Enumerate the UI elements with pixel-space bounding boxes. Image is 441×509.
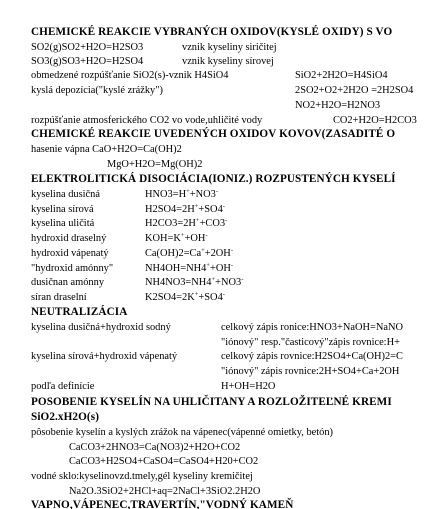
neutralization-1-ionic-equation: "iónový" resp."časticový"zápis rovnice:H+ xyxy=(221,337,400,348)
ion-charge: - xyxy=(222,291,225,298)
equation-part: Ca(OH)2=Ca xyxy=(145,248,202,259)
caco3-h2so4-equation: CaCO3+H2SO4+CaSO4=CaSO4+H20+CO2 xyxy=(69,456,259,467)
ion-charge: + xyxy=(186,188,190,195)
dissociation-name: hydroxid draselný xyxy=(31,233,107,244)
dissociation-equation xyxy=(145,233,208,245)
water-glass-text: vodné sklo:kyselinovzd.tmely,gél kyseliny kremičitej xyxy=(31,471,253,482)
neutralization-2-reactants: kyselina sírová+hydroxid vápenatý xyxy=(31,351,178,362)
sio2-dissolution-equation: SiO2+2H2O=H4SiO4 xyxy=(295,70,388,81)
equation-part: +OH xyxy=(184,233,206,244)
equation-part: KOH=K xyxy=(145,233,181,244)
ion-charge: + xyxy=(195,217,200,224)
ion-charge: - xyxy=(241,276,244,283)
equation-part: NH4OH=NH4 xyxy=(145,263,207,274)
ion-charge: + xyxy=(201,247,205,254)
ion-charge: + xyxy=(211,276,216,283)
lime-slaking-equation: hasenie vápna CaO+H2O=Ca(OH)2 xyxy=(31,144,182,155)
sio2-dissolution-text: obmedzené rozpúšťanie SiO2(s)-vznik H4SiO4 xyxy=(31,70,229,81)
equation-part: H2SO4=2H xyxy=(145,204,195,215)
equation-part: +2OH xyxy=(204,248,231,259)
reaction-so2-note: vznik kyseliny siričitej xyxy=(182,42,277,53)
dissociation-name: dusičnan amónny xyxy=(31,277,105,288)
heading-neutralization: NEUTRALIZÁCIA xyxy=(31,306,128,318)
dissociation-name: "hydroxid amónny" xyxy=(31,263,114,274)
ion-charge: - xyxy=(205,232,208,239)
equation-part: HNO3=H xyxy=(145,189,187,200)
acid-deposition-text: kyslá depozícia("kyslé zrážky") xyxy=(31,85,163,96)
ion-charge: - xyxy=(215,188,218,195)
dissociation-equation xyxy=(145,292,225,304)
neutralization-2-full-equation: celkový zápis rovnice:H2SO4+Ca(OH)2=C xyxy=(221,351,403,362)
acid-deposition-equation: 2SO2+O2+2H2O =2H2SO4 xyxy=(295,85,414,96)
reaction-so3-note: vznik kyseliny sírovej xyxy=(182,56,274,67)
equation-part: +CO3 xyxy=(199,218,226,229)
heading-lime-limestone: VAPNO,VÁPENEC,TRAVERTÍN,"VODNÝ KAMEŇ xyxy=(31,499,294,509)
ion-charge: + xyxy=(180,232,185,239)
ion-charge: - xyxy=(222,203,225,210)
heading-acidic-oxides: CHEMICKÉ REAKCIE VYBRANÝCH OXIDOV(KYSLÉ OXIDY) S VO xyxy=(31,26,393,38)
equation-part: NH4NO3=NH4 xyxy=(145,277,212,288)
dissociation-equation xyxy=(145,189,218,201)
heading-dissociation: ELEKTROLITICKÁ DISOCIÁCIA(IONIZ.) ROZPUSTENÝCH KYSELÍ xyxy=(31,173,396,185)
dissociation-name: kyselina uličitá xyxy=(31,218,95,229)
equation-part: K2SO4=2K xyxy=(145,292,195,303)
equation-part: +SO4 xyxy=(198,204,223,215)
dissociation-name: kyselina sírová xyxy=(31,204,94,215)
equation-part: H2CO3=2H xyxy=(145,218,196,229)
water-glass-equation: Na2O.3SiO2+2HCl+aq=2NaCl+3SiO2.2H2O xyxy=(69,486,261,497)
definition-equation: H+OH=H2O xyxy=(221,381,276,392)
dissociation-equation xyxy=(145,248,233,260)
no2-equation: NO2+H2O=H2NO3 xyxy=(295,100,381,111)
co2-dissolution-text: rozpúšťanie atmosferického CO2 vo vode,uhličité vody xyxy=(31,115,263,126)
dissociation-name: hydroxid vápenatý xyxy=(31,248,109,259)
dissociation-equation xyxy=(145,263,233,275)
ion-charge: - xyxy=(230,262,233,269)
reaction-so2-formula: SO2(g)SO2+H2O=H2SO3 xyxy=(31,42,144,53)
ion-charge: - xyxy=(230,247,233,254)
co2-dissolution-equation: CO2+H2O=H2CO3 xyxy=(333,115,417,126)
equation-part: +OH xyxy=(209,263,231,274)
equation-part: +NO3 xyxy=(189,189,216,200)
ion-charge: - xyxy=(225,217,228,224)
ion-charge: + xyxy=(194,291,199,298)
reaction-so3-formula: SO3(g)SO3+H2O=H2SO4 xyxy=(31,56,144,67)
heading-basic-oxides: CHEMICKÉ REAKCIE UVEDENÝCH OXIDOV KOVOV(ZASADITÉ O xyxy=(31,128,396,140)
neutralization-1-reactants: kyselina dusičná+hydroxid sodný xyxy=(31,322,171,333)
ion-charge: + xyxy=(206,262,210,269)
dissociation-name: kyselina dusičná xyxy=(31,189,100,200)
heading-acids-on-carbonates: POSOBENIE KYSELÍN NA UHLIČITANY A ROZLOŽITEĽNÉ KREMI xyxy=(31,396,392,408)
equation-part: +SO4 xyxy=(198,292,223,303)
neutralization-2-ionic-equation: "iónový" zápis rovnice:2H+SO4+Ca+2OH xyxy=(221,366,400,377)
mgo-equation: MgO+H2O=Mg(OH)2 xyxy=(107,159,203,170)
acid-rain-limestone-text: pôsobenie kyselín a kyslých zrážok na vápenec(vápenné omietky, betón) xyxy=(31,427,333,438)
caco3-hno3-equation: CaCO3+2HNO3=Ca(NO3)2+H2O+CO2 xyxy=(69,442,241,453)
dissociation-equation xyxy=(145,218,227,230)
definition-label: podľa definície xyxy=(31,381,95,392)
ion-charge: + xyxy=(194,203,199,210)
neutralization-1-full-equation: celkový zápis ronice:HNO3+NaOH=NaNO xyxy=(221,322,403,333)
heading-silica-formula: SiO2.xH2O(s) xyxy=(31,411,100,423)
dissociation-equation xyxy=(145,204,225,216)
dissociation-equation xyxy=(145,277,243,289)
equation-part: +NO3 xyxy=(215,277,242,288)
dissociation-name: síran draselní xyxy=(31,292,87,303)
